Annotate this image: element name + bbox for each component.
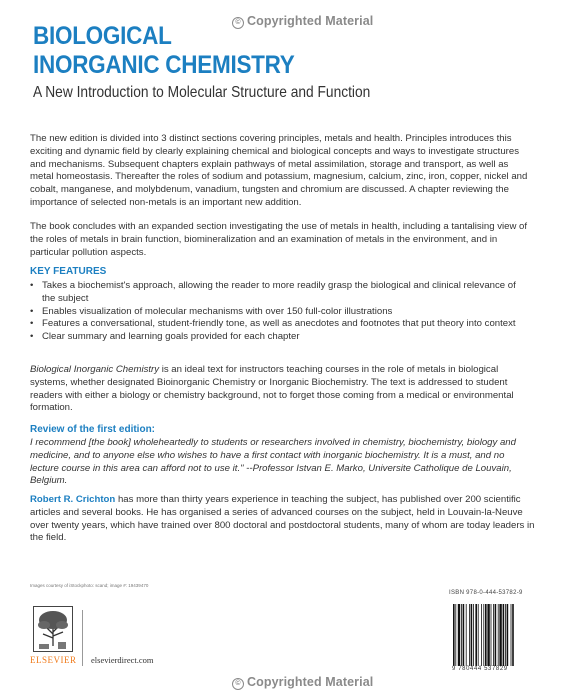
list-item: • Features a conversational, student-friendly tone, as well as anecdotes and footnotes that put theory into context [30,318,516,330]
barcode-bar [455,604,456,666]
barcode-bar [505,604,506,666]
list-item: • Clear summary and learning goals provided for each chapter [30,331,300,343]
image-credit: Images courtesy of iStockphoto: scand; image #: 19439470 [30,583,149,588]
author-bio: Robert R. Crichton has more than thirty years experience in teaching the subject, has published over 200 scientific articles and several books. He has organised a series of advanced courses on the subject, held in Louvain-la-Neuve over twenty years, which have trained over 800 doctoral and postdoctoral students, many of whom are today leaders in the field. [30,494,535,544]
book-title [33,22,357,80]
list-item: • Takes a biochemist's approach, allowing the reader to more readily grasp the biological and clinical relevance of the subject [30,280,516,304]
barcode-bar [458,604,460,666]
barcode-bar [512,604,514,666]
title-line-1: BIOLOGICAL [33,22,172,50]
copyright-watermark-top: © Copyrighted Material [232,14,373,29]
barcode-bar [491,604,492,666]
description-paragraph-3: Biological Inorganic Chemistry is an ideal text for instructors teaching courses in the role of metals in biological systems, whether designated Bioinorganic Chemistry or Inorganic Biochemistry. The text is addressed to student readers with either a biology or chemistry background, not to forget those coming from a medical or environmental formation. [30,364,514,414]
book-subtitle: A New Introduction to Molecular Structure and Function [33,84,371,101]
barcode-bar [499,604,501,666]
copyright-icon: © [232,17,244,29]
list-item: • Enables visualization of molecular mechanisms with over 150 full-color illustrations [30,305,393,317]
book-title-italic: Biological Inorganic Chemistry [30,364,160,375]
publisher-website: elsevierdirect.com [91,655,154,665]
barcode-bar [485,604,487,666]
logo-divider [82,610,83,666]
barcode-bar [483,604,484,666]
bullet-mark: • [30,318,34,330]
barcode-bar [487,604,489,666]
publisher-name: ELSEVIER [30,655,77,665]
barcode-bar [453,604,455,666]
bullet-mark: • [30,331,34,343]
barcode-bar [493,604,494,666]
review-heading: Review of the first edition: [30,424,156,435]
barcode-number: 9 780444 537829 [452,666,508,672]
barcode-bar [463,604,465,666]
barcode-bar [469,604,470,666]
barcode-bar [507,604,509,666]
review-text: I recommend [the book] wholeheartedly to students or researchers involved in chemistry, biochemistry, biology and medicine, and to anyone else who wishes to have a first contact with inorganic biochemistry. It is a must, and no lecture course in this area can afford not to use it." --Professor Istvan E. Marko, Universite Catholique de Louvain, Belgium. [30,437,516,487]
barcode-bar [473,604,474,666]
copyright-watermark-bottom: © Copyrighted Material [232,675,373,690]
description-paragraph-2: The book concludes with an expanded section investigating the use of metals in health, including a tantalising view of the roles of metals in brain function, biomineralization and an examination of metals in the environment, and in particular pollution aspects. [30,221,528,258]
barcode-bar [471,604,473,666]
barcode-bar [495,604,497,666]
elsevier-tree-logo [33,606,73,652]
isbn-label: ISBN 978-0-444-53782-9 [449,590,523,596]
barcode-bar [498,604,499,666]
copyright-icon: © [232,678,244,690]
barcode-bar [511,604,512,666]
isbn-barcode [452,604,542,666]
key-features-heading: KEY FEATURES [30,266,107,277]
description-paragraph-1: The new edition is divided into 3 distinct sections covering principles, metals and health. Principles introduces this exciting and dynamic field by clearly explaining chemical and biological concepts and ways to investigate structures and mechanisms. Subsequent chapters explain pathways of metal assimilation, storage and transport, as well as metal homeostasis. Thereafter the roles of sodium and potassium, magnesium, calcium, zinc, iron, copper, nickel and cobalt, manganese, and molybdenum, vanadium, tungsten and chromium are discussed. A chapter reviewing the importance of selected non-metals is an important new addition. [30,133,528,208]
barcode-bar [461,604,462,666]
barcode-bar [478,604,479,666]
author-name: Robert R. Crichton [30,494,116,505]
bullet-mark: • [30,280,34,291]
barcode-bar [503,604,505,666]
key-features-list [30,280,530,344]
barcode-bar [475,604,477,666]
barcode-bar [466,604,467,666]
barcode-bar [481,604,482,666]
title-line-2: INORGANIC CHEMISTRY [33,51,295,79]
bullet-mark: • [30,305,34,317]
